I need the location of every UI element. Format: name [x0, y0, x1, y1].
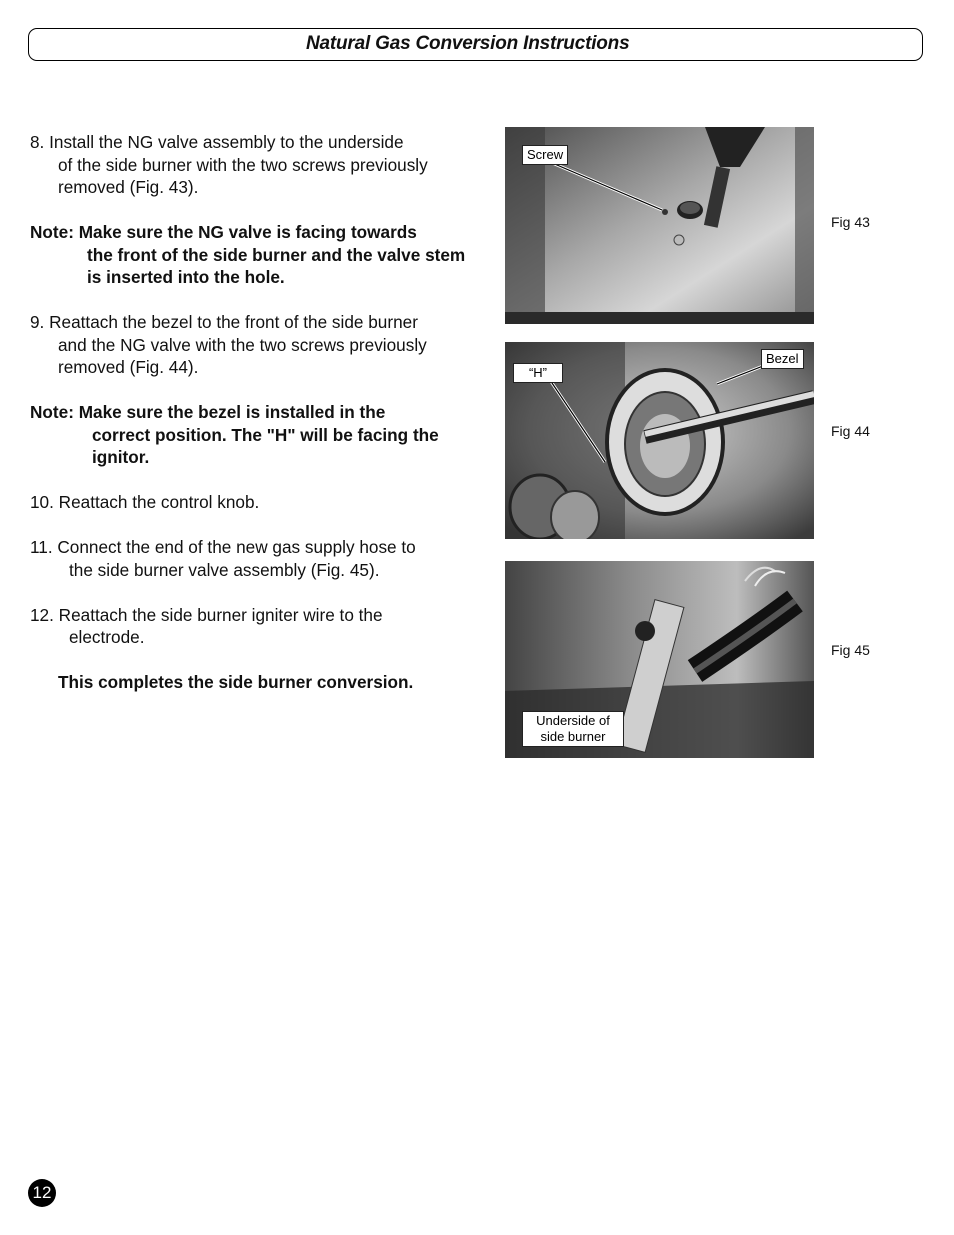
note-1-first-line: Note: Make sure the NG valve is facing towards [30, 222, 417, 242]
label-underside: Underside of side burner [522, 711, 624, 747]
note-2 [30, 401, 480, 469]
step-12-first-line: 12. Reattach the side burner igniter wire to the [30, 604, 383, 625]
figure-43-caption: Fig 43 [831, 214, 870, 230]
note-1 [30, 221, 480, 289]
figure-44-photo [505, 342, 814, 539]
figure-44-caption: Fig 44 [831, 423, 870, 439]
step-9-first-line: 9. Reattach the bezel to the front of the side burner [30, 312, 418, 332]
label-h-mark: “H” [513, 363, 563, 383]
step-8 [30, 131, 480, 199]
label-bezel: Bezel [761, 349, 804, 369]
step-11-rest: the side burner valve assembly (Fig. 45). [69, 559, 380, 580]
step-11 [30, 536, 480, 581]
step-10 [30, 491, 480, 514]
note-2-rest: correct position. The "H" will be facing the ignitor. [92, 424, 439, 467]
step-9 [30, 311, 480, 379]
page-title: Natural Gas Conversion Instructions [306, 33, 630, 54]
step-8-first-line: 8. Install the NG valve assembly to the underside [30, 132, 404, 152]
step-9-rest: and the NG valve with the two screws previously removed (Fig. 44). [58, 334, 427, 377]
step-10-first-line: 10. Reattach the control knob. [30, 492, 260, 512]
page-header [28, 28, 923, 61]
note-2-first-line: Note: Make sure the bezel is installed in the [30, 402, 386, 422]
figure-45-photo [505, 561, 814, 758]
instructions-column [30, 131, 480, 716]
figure-45-caption: Fig 45 [831, 642, 870, 658]
step-12-rest: electrode. [69, 627, 145, 647]
page-number-badge: 12 [28, 1179, 56, 1207]
step-12 [30, 604, 480, 649]
note-1-rest: the front of the side burner and the valve stem is inserted into the hole. [87, 244, 466, 287]
label-screw: Screw [522, 145, 568, 165]
step-8-rest: of the side burner with the two screws previously removed (Fig. 43). [58, 154, 428, 197]
step-11-first-line: 11. Connect the end of the new gas supply hose to [30, 537, 416, 557]
figure-43-photo [505, 127, 814, 324]
closing-statement: This completes the side burner conversion. [58, 672, 414, 692]
